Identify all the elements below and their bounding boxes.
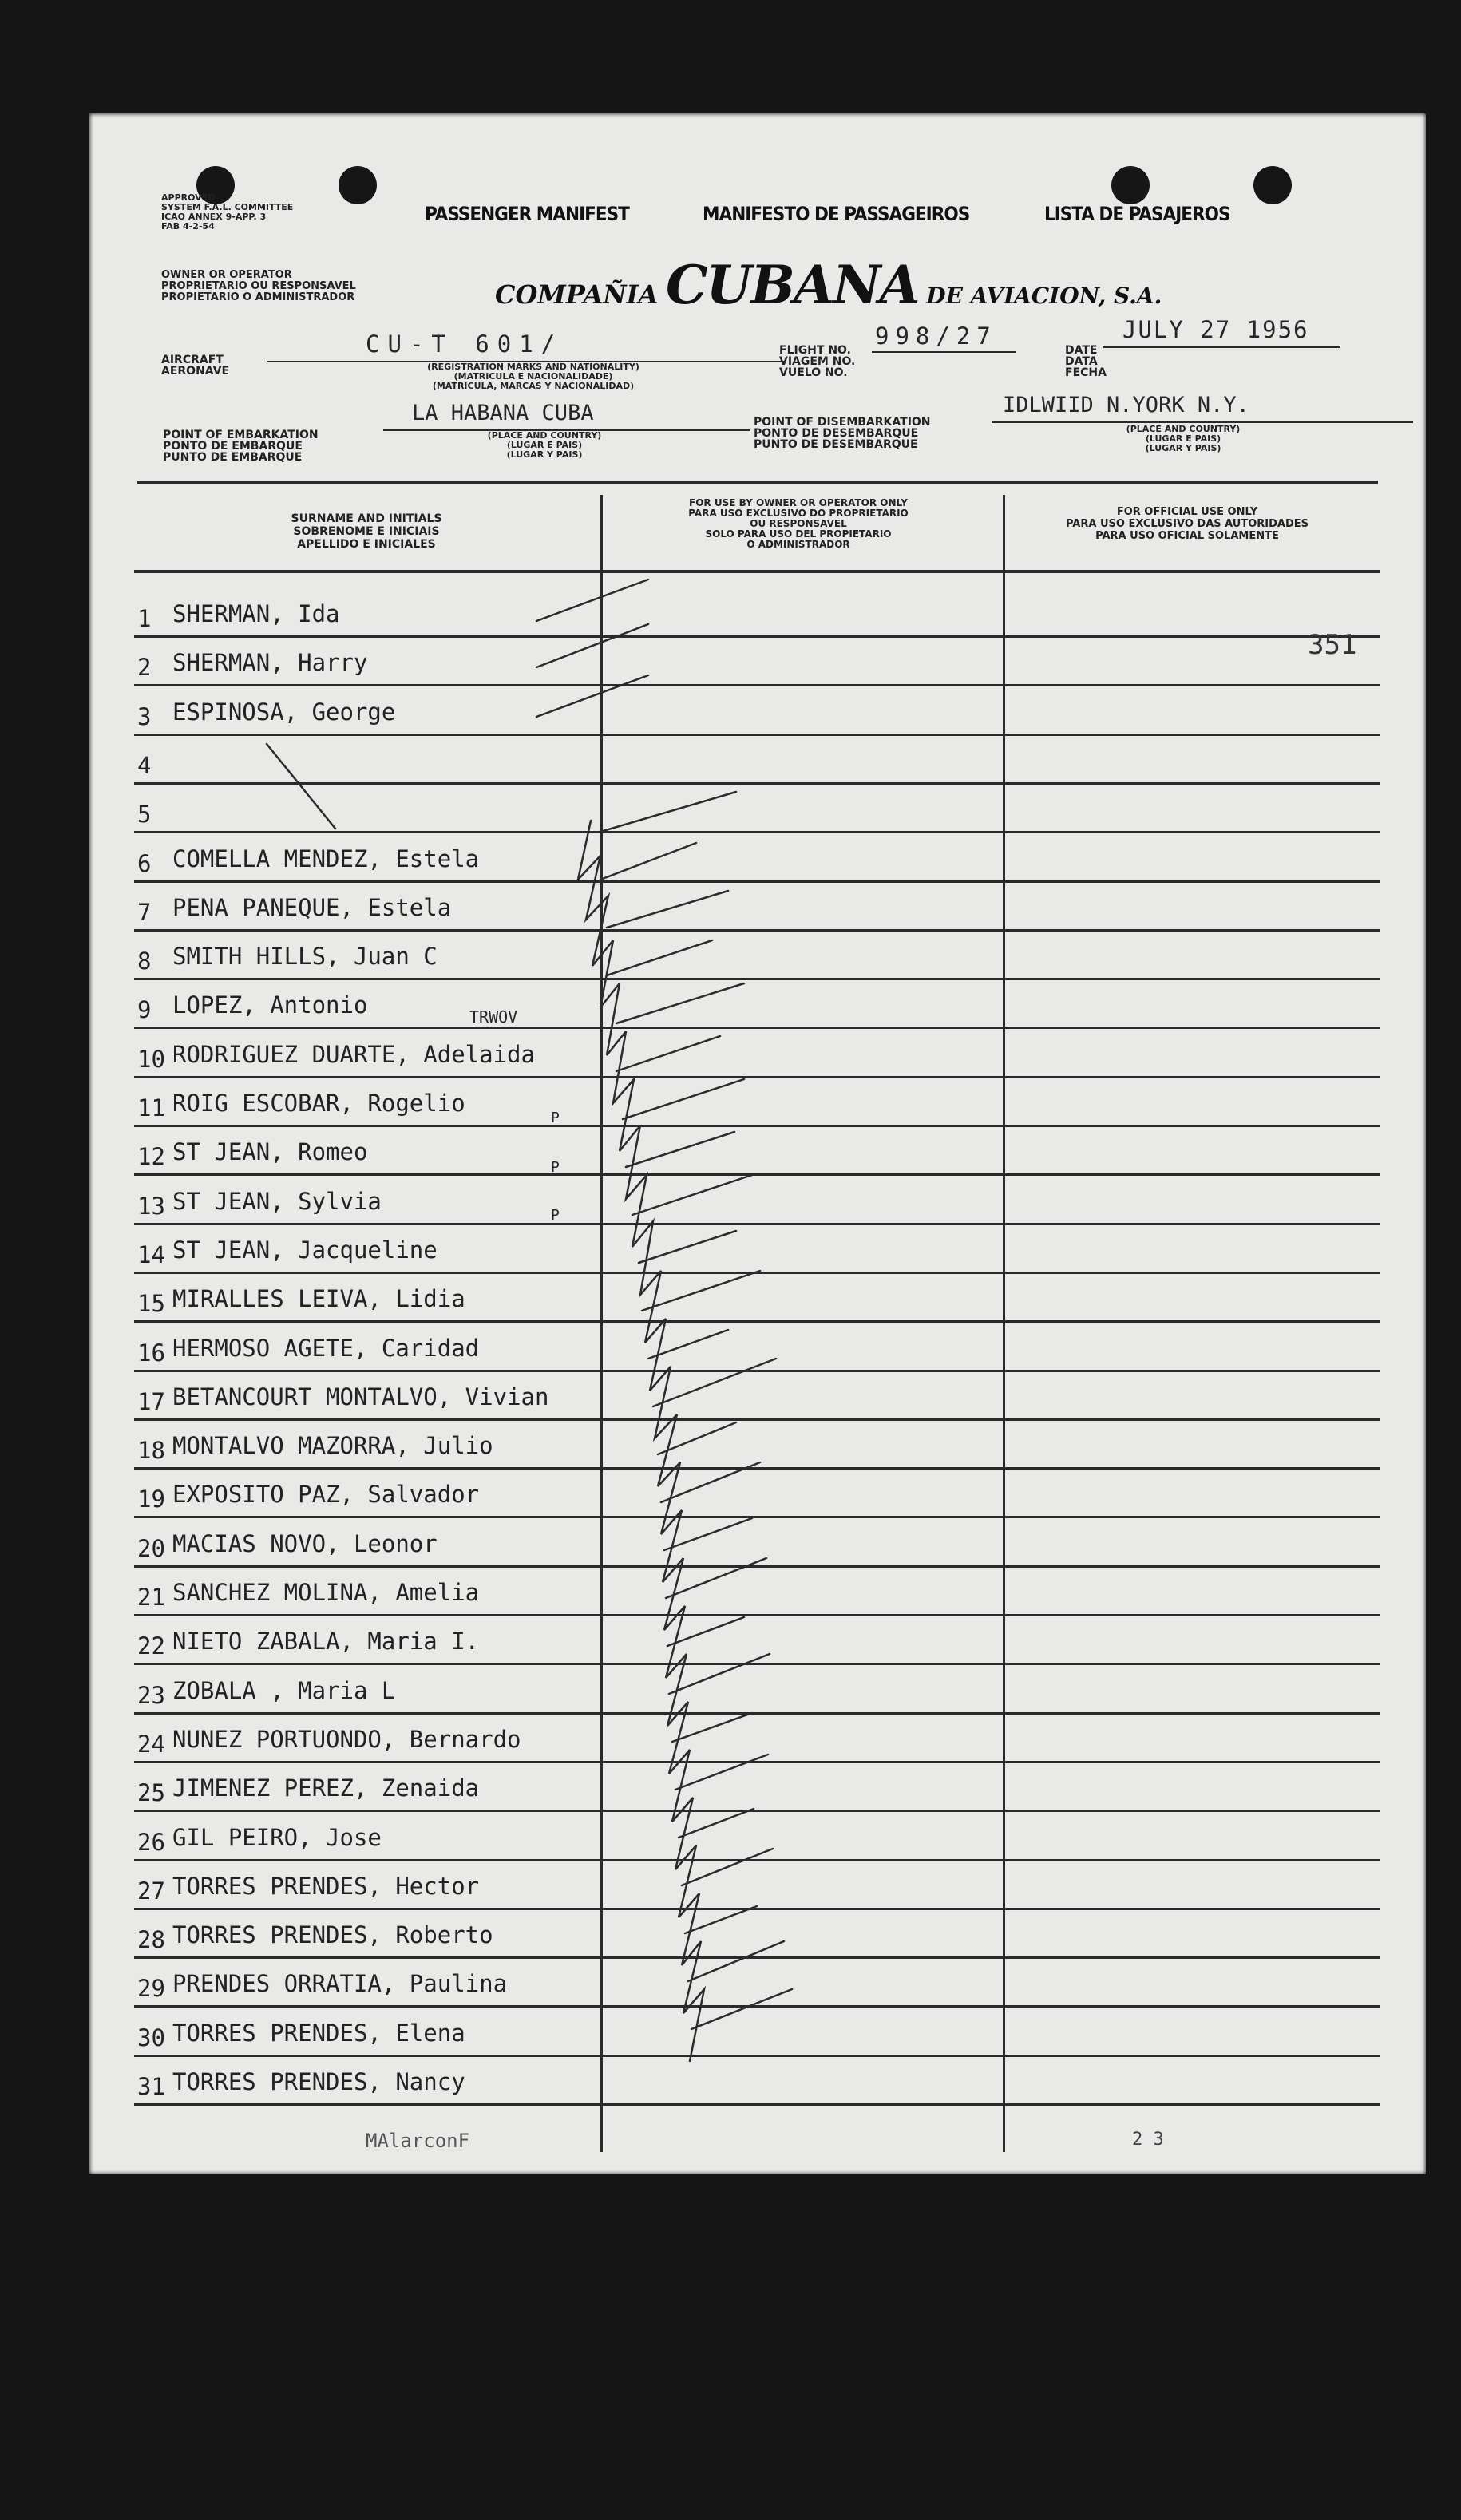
- row-number: 20: [137, 1534, 165, 1562]
- passenger-name: ESPINOSA, George: [172, 698, 396, 726]
- passenger-name: NIETO ZABALA, Maria I.: [172, 1628, 480, 1656]
- passenger-name: NUNEZ PORTUONDO, Bernardo: [172, 1725, 521, 1753]
- aircraft-sublabel: (MATRICULA, MARCAS Y NACIONALIDAD): [432, 381, 635, 391]
- operator-header-line: O ADMINISTRADOR: [746, 539, 850, 550]
- disembark-label: PONTO DE DESEMBARQUE: [754, 427, 919, 440]
- passenger-name: MACIAS NOVO, Leonor: [172, 1529, 438, 1557]
- title-portuguese: MANIFESTO DE PASSAGEIROS: [703, 203, 970, 225]
- row-number: 14: [137, 1240, 165, 1268]
- disembark-sublabel: (LUGAR E PAIS): [1145, 433, 1221, 444]
- passenger-name: TORRES PRENDES, Nancy: [172, 2068, 465, 2095]
- owner-label: PROPIETARIO O ADMINISTRADOR: [161, 291, 355, 303]
- passenger-name: TORRES PRENDES, Elena: [172, 2019, 465, 2047]
- row-number: 31: [137, 2073, 165, 2100]
- passenger-name: SHERMAN, Harry: [172, 649, 368, 677]
- passenger-name: MIRALLES LEIVA, Lidia: [172, 1285, 465, 1313]
- passenger-name: RODRIGUEZ DUARTE, Adelaida: [172, 1040, 535, 1068]
- row-number: 24: [137, 1730, 165, 1758]
- date-label: DATE: [1065, 344, 1098, 357]
- airline-logo-post: DE AVIACION, S.A.: [926, 283, 1162, 309]
- row-number: 11: [137, 1094, 165, 1122]
- p-mark: P: [551, 1110, 560, 1126]
- airline-logo-main: CUBANA: [666, 254, 919, 316]
- date-label: DATA: [1065, 355, 1098, 368]
- passenger-name: TORRES PRENDES, Roberto: [172, 1921, 493, 1949]
- row-number: 12: [137, 1143, 165, 1171]
- approval-line: ICAO ANNEX 9-APP. 3: [161, 212, 267, 222]
- row-number: 9: [137, 996, 152, 1024]
- handwritten-check-marks: [89, 113, 1426, 2174]
- row-number: 27: [137, 1877, 165, 1905]
- row-number: 3: [137, 702, 152, 730]
- passenger-name: SANCHEZ MOLINA, Amelia: [172, 1579, 480, 1606]
- trwov-annotation: TRWOV: [469, 1007, 518, 1027]
- stamp-number: 351: [1308, 629, 1357, 661]
- row-number: 5: [137, 801, 152, 829]
- passenger-name: TORRES PRENDES, Hector: [172, 1872, 480, 1900]
- flight-label: FLIGHT NO.: [779, 344, 851, 357]
- flight-label: VUELO NO.: [779, 366, 848, 379]
- row-number: 6: [137, 849, 152, 877]
- passenger-name: EXPOSITO PAZ, Salvador: [172, 1481, 480, 1509]
- disembark-label: PUNTO DE DESEMBARQUE: [754, 438, 918, 451]
- row-number: 16: [137, 1339, 165, 1367]
- p-mark: P: [551, 1207, 560, 1224]
- row-number: 15: [137, 1290, 165, 1318]
- owner-label: PROPRIETARIO OU RESPONSAVEL: [161, 280, 356, 292]
- embark-sublabel: (LUGAR E PAIS): [506, 440, 583, 450]
- row-number: 26: [137, 1828, 165, 1856]
- row-number: 1: [137, 605, 152, 632]
- passenger-name: HERMOSO AGETE, Caridad: [172, 1334, 480, 1362]
- disembark-value: IDLWIID N.YORK N.Y.: [1003, 393, 1249, 417]
- operator-header-line: PARA USO EXCLUSIVO DO PROPRIETARIO: [688, 508, 909, 519]
- row-number: 30: [137, 2024, 165, 2051]
- row-number: 18: [137, 1437, 165, 1465]
- passenger-name: PENA PANEQUE, Estela: [172, 893, 452, 921]
- passenger-name: COMELLA MENDEZ, Estela: [172, 845, 480, 872]
- title-spanish: LISTA DE PASAJEROS: [1044, 203, 1230, 225]
- approval-line: FAB 4-2-54: [161, 221, 215, 231]
- passenger-name: ST JEAN, Sylvia: [172, 1187, 382, 1215]
- row-number: 8: [137, 947, 152, 975]
- aircraft-label: AERONAVE: [161, 365, 230, 378]
- passenger-name: JIMENEZ PEREZ, Zenaida: [172, 1774, 480, 1802]
- passenger-name: ZOBALA , Maria L: [172, 1676, 396, 1704]
- row-number: 19: [137, 1485, 165, 1513]
- approval-line: SYSTEM F.A.L. COMMITTEE: [161, 202, 294, 212]
- official-header-line: PARA USO EXCLUSIVO DAS AUTORIDADES: [1065, 518, 1309, 530]
- aircraft-sublabel: (REGISTRATION MARKS AND NATIONALITY): [427, 362, 639, 372]
- date-value: JULY 27 1956: [1122, 316, 1309, 343]
- embark-label: POINT OF EMBARKATION: [163, 429, 319, 441]
- date-label: FECHA: [1065, 366, 1107, 379]
- owner-label: OWNER OR OPERATOR: [161, 269, 292, 281]
- passenger-name: ST JEAN, Romeo: [172, 1138, 368, 1166]
- row-number: 25: [137, 1779, 165, 1807]
- operator-header-line: OU RESPONSAVEL: [750, 518, 847, 529]
- airline-logo-pre: COMPAÑIA: [495, 279, 659, 310]
- row-number: 4: [137, 751, 152, 779]
- passenger-name: GIL PEIRO, Jose: [172, 1823, 382, 1851]
- names-header-line: SOBRENOME E INICIAIS: [293, 525, 440, 538]
- passenger-name: ST JEAN, Jacqueline: [172, 1236, 438, 1264]
- embark-label: PUNTO DE EMBARQUE: [163, 451, 303, 464]
- flight-value: 998/27: [875, 322, 997, 350]
- p-mark: P: [551, 1159, 560, 1176]
- passenger-name: BETANCOURT MONTALVO, Vivian: [172, 1383, 549, 1410]
- operator-header-line: FOR USE BY OWNER OR OPERATOR ONLY: [689, 497, 908, 508]
- aircraft-value: CU-T 601/: [366, 330, 564, 358]
- manifest-sheet: [89, 113, 1426, 2174]
- aircraft-sublabel: (MATRICULA E NACIONALIDADE): [453, 371, 613, 382]
- passenger-name: SMITH HILLS, Juan C: [172, 943, 438, 971]
- official-header-line: FOR OFFICIAL USE ONLY: [1116, 506, 1258, 518]
- row-number: 17: [137, 1387, 165, 1415]
- footer-marks: 2 3: [1132, 2130, 1164, 2150]
- row-number: 28: [137, 1926, 165, 1954]
- row-number: 23: [137, 1681, 165, 1709]
- passenger-name: ROIG ESCOBAR, Rogelio: [172, 1090, 465, 1117]
- flight-label: VIAGEM NO.: [779, 355, 856, 368]
- official-header-line: PARA USO OFICIAL SOLAMENTE: [1095, 530, 1279, 542]
- row-number: 13: [137, 1192, 165, 1220]
- footer-signature: MAlarconF: [366, 2130, 470, 2152]
- passenger-name: PRENDES ORRATIA, Paulina: [172, 1970, 508, 1998]
- row-number: 2: [137, 654, 152, 682]
- passenger-name: SHERMAN, Ida: [172, 600, 340, 627]
- aircraft-label: AIRCRAFT: [161, 354, 224, 366]
- row-number: 10: [137, 1045, 165, 1073]
- approval-line: APPROVED: [161, 192, 216, 203]
- embark-sublabel: (PLACE AND COUNTRY): [487, 430, 602, 441]
- passenger-name: MONTALVO MAZORRA, Julio: [172, 1432, 493, 1460]
- operator-header-line: SOLO PARA USO DEL PROPIETARIO: [705, 528, 892, 540]
- embark-label: PONTO DE EMBARQUE: [163, 440, 303, 453]
- disembark-sublabel: (LUGAR Y PAIS): [1145, 443, 1221, 453]
- passenger-name: LOPEZ, Antonio: [172, 991, 368, 1019]
- names-header-line: SURNAME AND INITIALS: [291, 512, 442, 525]
- row-number: 22: [137, 1632, 165, 1660]
- row-number: 21: [137, 1584, 165, 1611]
- embark-sublabel: (LUGAR Y PAIS): [506, 449, 583, 460]
- embark-value: LA HABANA CUBA: [412, 401, 594, 425]
- row-number: 29: [137, 1975, 165, 2003]
- row-number: 7: [137, 898, 152, 926]
- title-english: PASSENGER MANIFEST: [425, 203, 629, 225]
- disembark-sublabel: (PLACE AND COUNTRY): [1126, 424, 1241, 434]
- names-header-line: APELLIDO E INICIALES: [297, 538, 436, 551]
- disembark-label: POINT OF DISEMBARKATION: [754, 416, 931, 429]
